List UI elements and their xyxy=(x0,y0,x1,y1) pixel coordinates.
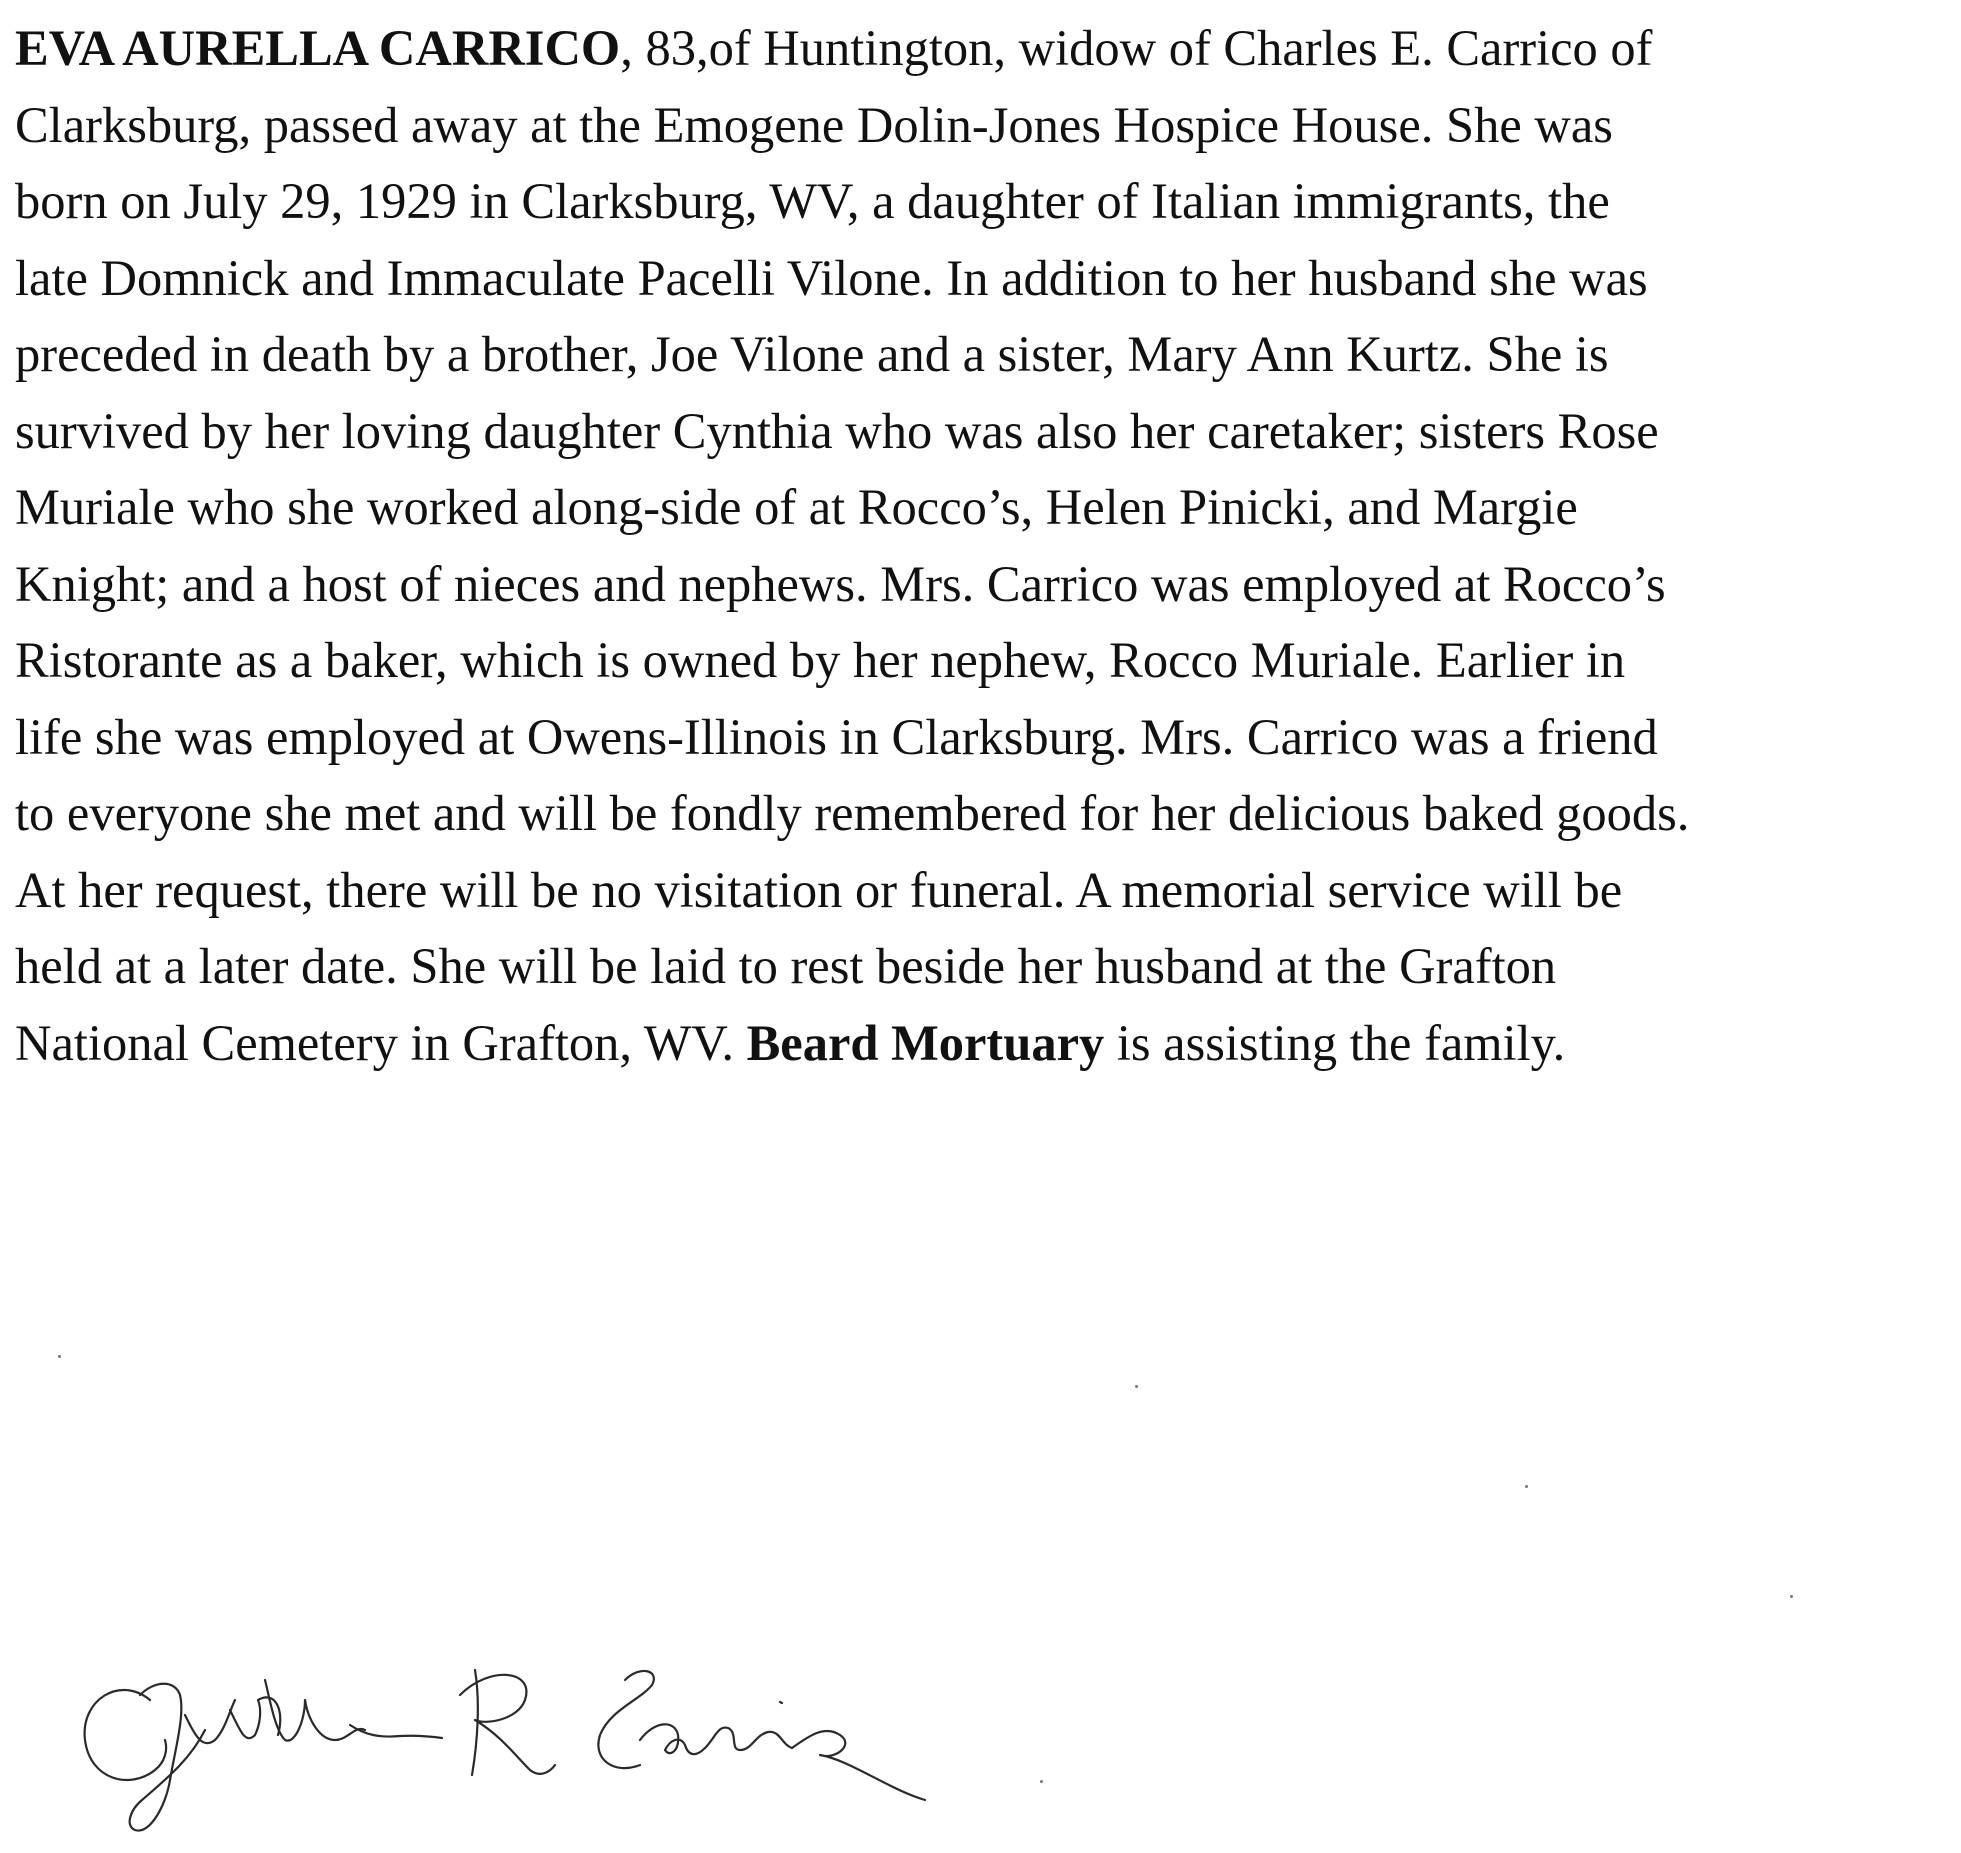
signature-stroke xyxy=(598,1671,653,1768)
signature-stroke xyxy=(780,1702,782,1703)
scan-speck xyxy=(1040,1780,1043,1783)
signature-stroke xyxy=(350,1725,442,1738)
scan-speck xyxy=(1525,1485,1528,1488)
body-text: late Domnick and Immaculate Pacelli Vilone. In addition to her husband she was xyxy=(15,249,1648,306)
obituary-line xyxy=(15,622,1955,699)
signature-stroke xyxy=(460,1670,555,1775)
body-text: born on July 29, 1929 in Clarksburg, WV, a daughter of Italian immigrants, the xyxy=(15,173,1610,229)
body-text: survived by her loving daughter Cynthia who was also her caretaker; sisters Rose xyxy=(15,402,1659,459)
body-text: At her request, there will be no visitation or funeral. A memorial service will be xyxy=(15,861,1623,918)
obituary-line xyxy=(15,10,1955,87)
obituary-line xyxy=(15,393,1955,470)
obituary-text xyxy=(15,10,1955,1081)
body-text: preceded in death by a brother, Joe Vilone and a sister, Mary Ann Kurtz. She is xyxy=(15,326,1609,382)
body-text: is assisting the family. xyxy=(1104,1014,1566,1071)
signature-stroke xyxy=(640,1724,792,1754)
signature-stroke xyxy=(792,1731,925,1800)
signature-stroke xyxy=(230,1697,280,1738)
obituary-line xyxy=(15,852,1955,929)
body-text: Clarksburg, passed away at the Emogene Dolin-Jones Hospice House. She was xyxy=(15,96,1613,153)
obituary-line xyxy=(15,928,1955,1005)
body-text: life she was employed at Owens-Illinois in Clarksburg. Mrs. Carrico was a friend xyxy=(15,708,1658,765)
obituary-line xyxy=(15,87,1955,164)
signature-stroke xyxy=(130,1684,205,1831)
body-text: Muriale who she worked along-side of at Rocco’s, Helen Pinicki, and Margie xyxy=(15,479,1578,535)
obituary-line xyxy=(15,316,1955,393)
body-text: Ristorante as a baker, which is owned by her nephew, Rocco Muriale. Earlier in xyxy=(15,632,1626,688)
obituary-line xyxy=(15,163,1955,240)
signature xyxy=(80,1640,1060,1840)
body-text: , 83,of Huntington, widow of Charles E. Carrico of xyxy=(620,20,1653,76)
obituary-line xyxy=(15,699,1955,776)
body-text: National Cemetery in Grafton, WV. xyxy=(15,1014,747,1071)
obituary-line xyxy=(15,546,1955,623)
obituary-line xyxy=(15,1005,1955,1082)
body-text: to everyone she met and will be fondly remembered for her delicious baked goods. xyxy=(15,785,1690,841)
body-text: held at a later date. She will be laid to rest beside her husband at the Grafton xyxy=(15,938,1557,994)
signature-stroke xyxy=(85,1690,167,1780)
bold-name-text: EVA AURELLA CARRICO xyxy=(15,20,621,76)
scan-speck xyxy=(1790,1595,1793,1598)
scan-speck xyxy=(58,1355,61,1358)
bold-name-text: Beard Mortuary xyxy=(746,1014,1105,1071)
signature-stroke xyxy=(185,1700,235,1743)
body-text: Knight; and a host of nieces and nephews. Mrs. Carrico was employed at Rocco’s xyxy=(15,555,1666,612)
obituary-line xyxy=(15,775,1955,852)
obituary-line xyxy=(15,240,1955,317)
scan-speck xyxy=(1135,1385,1138,1388)
obituary-line xyxy=(15,469,1955,546)
